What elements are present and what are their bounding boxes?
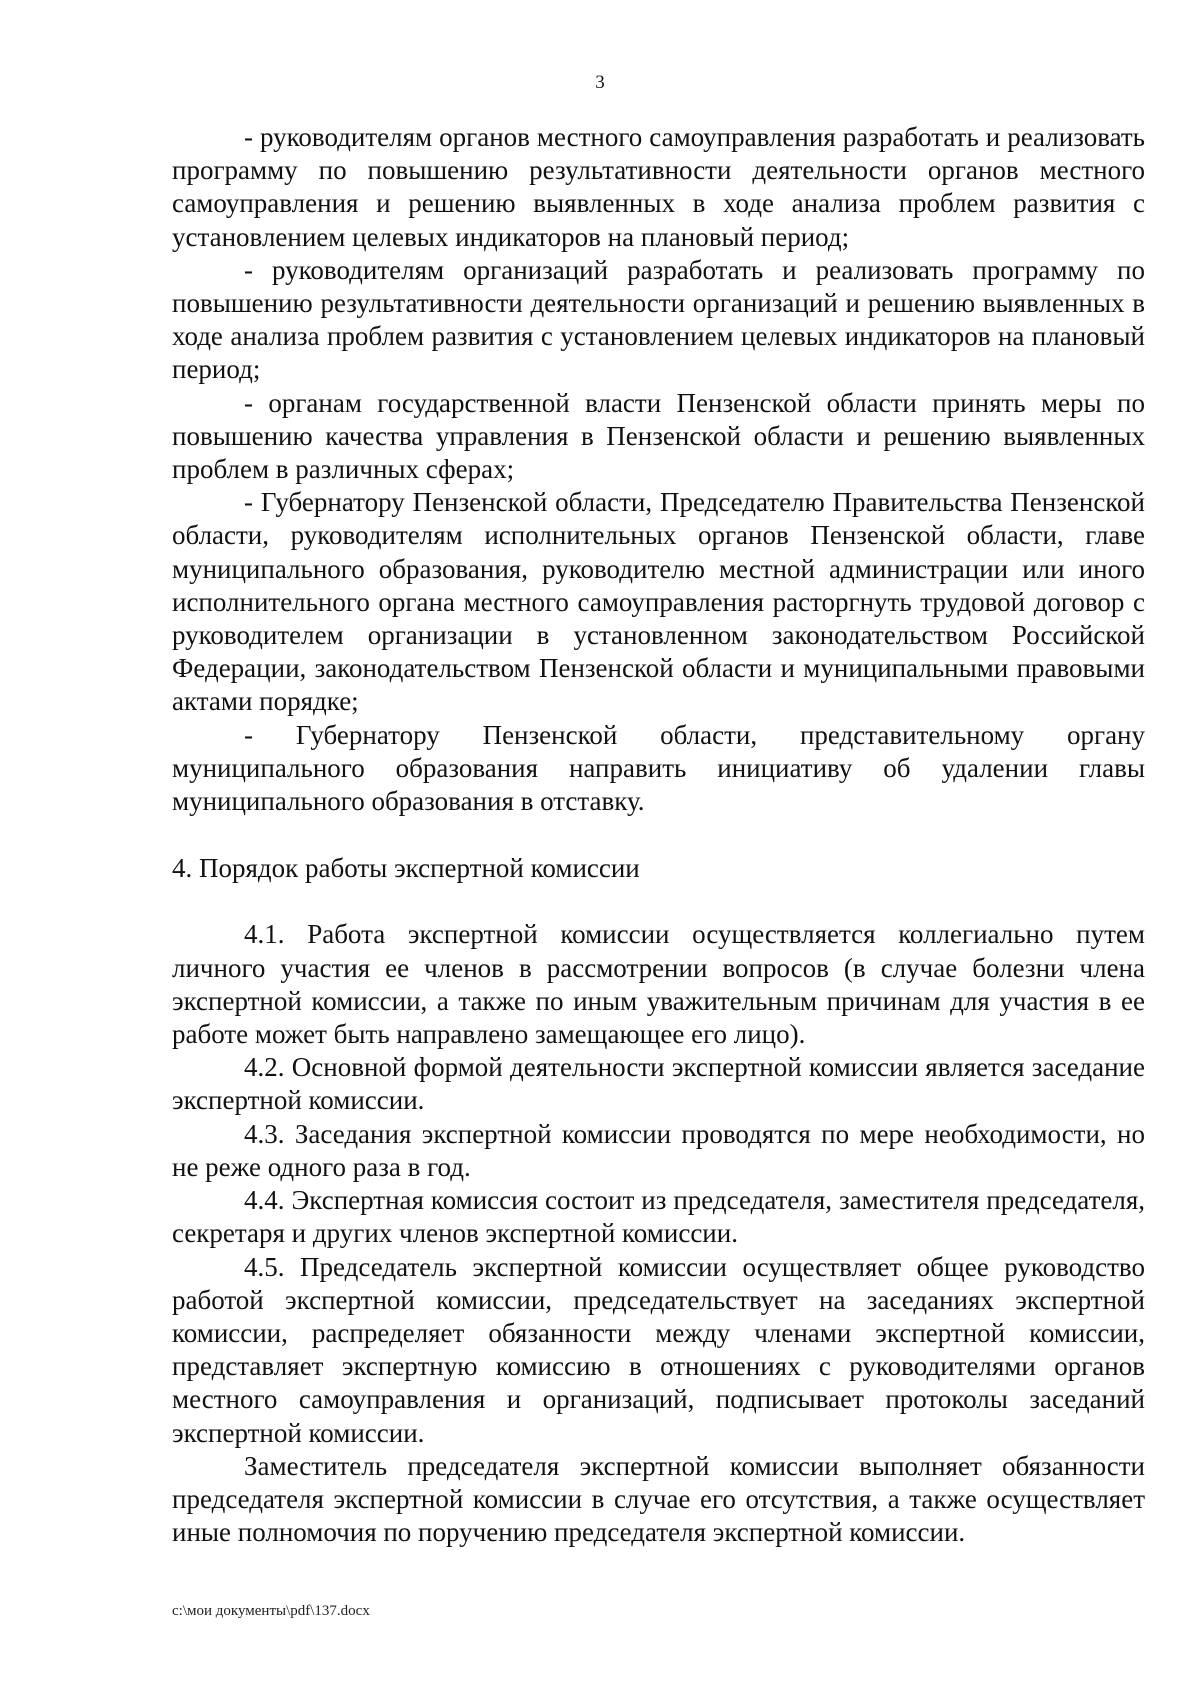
paragraph-item: 4.2. Основной формой деятельности экспертной комиссии является заседание экспертной комиссии.	[172, 1052, 1145, 1116]
page-number: 3	[595, 72, 605, 93]
paragraph-item: - Губернатору Пензенской области, представительному органу муниципального образования направить инициативу об удалении главы муниципального образования в отставку.	[172, 719, 1145, 817]
paragraph-item: 4.5. Председатель экспертной комиссии осуществляет общее руководство работой экспертной комиссии, председательствует на заседаниях экспертной комиссии, распределяет обязанности между членами экспертной комиссии, представляет экспертную комиссию в отношениях с руководителями органов местного самоуправления и организаций, подписывает протоколы заседаний экспертной комиссии.	[172, 1251, 1145, 1448]
document-body	[172, 121, 1145, 1549]
paragraph-item: 4.3. Заседания экспертной комиссии проводятся по мере необходимости, но не реже одного раза в год.	[172, 1118, 1145, 1182]
section-heading: 4. Порядок работы экспертной комиссии	[172, 853, 640, 884]
paragraph-item: 4.1. Работа экспертной комиссии осуществляется коллегиально путем личного участия ее членов в рассмотрении вопросов (в случае болезни члена экспертной комиссии, а также по иным уважительным причинам для участия в ее работе может быть направлено замещающее его лицо).	[172, 919, 1145, 1050]
paragraph-item: - Губернатору Пензенской области, Председателю Правительства Пензенской области, руководителям исполнительных органов Пензенской области, главе муниципального образования, руководителю местной администрации или иного исполнительного органа местного самоуправления расторгнуть трудовой договор с руководителем организации в установленном законодательством Российской Федерации, законодательством Пензенской области и муниципальными правовыми актами порядке;	[172, 487, 1145, 717]
paragraph-item: - руководителям органов местного самоуправления разработать и реализовать программу по повышению результативности деятельности органов местного самоуправления и решению выявленных в ходе анализа проблем развития с установлением целевых индикаторов на плановый период;	[172, 122, 1145, 252]
paragraph-item: Заместитель председателя экспертной комиссии выполняет обязанности председателя экспертной комиссии в случае его отсутствия, а также осуществляет иные полномочия по поручению председателя экспертной комиссии.	[172, 1450, 1145, 1548]
paragraph-item: - руководителям организаций разработать и реализовать программу по повышению результативности деятельности организаций и решению выявленных в ходе анализа проблем развития с установлением целевых индикаторов на плановый период;	[172, 254, 1145, 385]
paragraph-item: 4.4. Экспертная комиссия состоит из председателя, заместителя председателя, секретаря и других членов экспертной комиссии.	[172, 1185, 1145, 1249]
paragraph-item: - органам государственной власти Пензенской области принять меры по повышению качества управления в Пензенской области и решению выявленных проблем в различных сферах;	[172, 387, 1145, 485]
footer-file-path: c:\мои документы\pdf\137.docx	[172, 1603, 370, 1619]
